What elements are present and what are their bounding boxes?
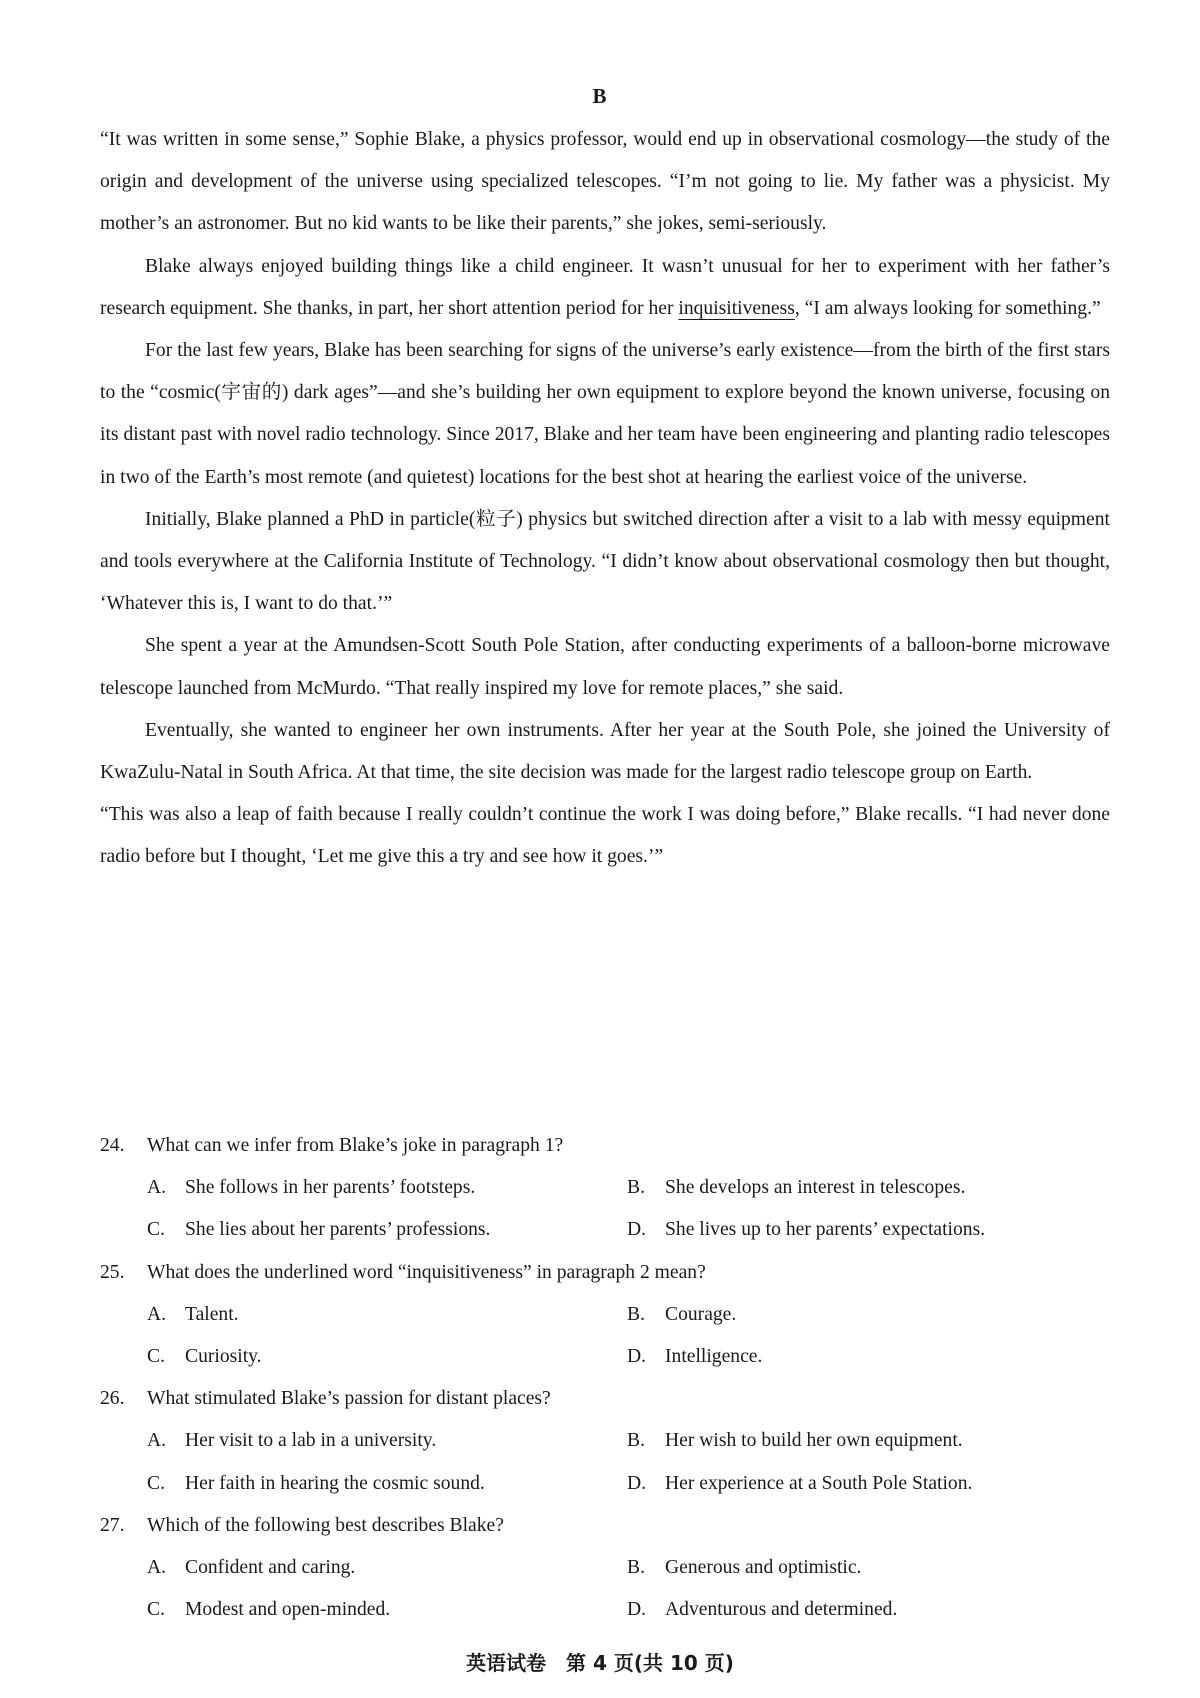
options-row	[100, 1167, 1110, 1209]
question-stem	[100, 1505, 1110, 1547]
option-text: Intelligence.	[665, 1345, 763, 1367]
option-text: She develops an interest in telescopes.	[665, 1177, 966, 1199]
options-row	[100, 1547, 1110, 1589]
option-c	[147, 1589, 627, 1631]
option-letter: D.	[627, 1472, 647, 1494]
question-list	[100, 1125, 1110, 1631]
question-number: 26.	[100, 1388, 125, 1410]
option-text: Courage.	[665, 1303, 737, 1325]
option-a	[147, 1294, 627, 1336]
option-letter: C.	[147, 1219, 165, 1241]
question-text: Which of the following best describes Blake?	[147, 1514, 504, 1536]
option-letter: D.	[627, 1219, 647, 1241]
option-text: Talent.	[185, 1303, 239, 1325]
reading-passage	[100, 119, 1110, 879]
options-row	[100, 1294, 1110, 1336]
option-a	[147, 1420, 627, 1462]
question-27	[100, 1505, 1110, 1632]
option-letter: C.	[147, 1599, 165, 1621]
option-text: Generous and optimistic.	[665, 1556, 862, 1578]
option-letter: B.	[627, 1430, 645, 1452]
option-d	[627, 1336, 1107, 1378]
option-b	[627, 1294, 1107, 1336]
paragraph-2-text-end: , “I am always looking for something.”	[794, 297, 1101, 319]
option-letter: C.	[147, 1345, 165, 1367]
option-text: Modest and open-minded.	[185, 1599, 391, 1621]
option-d	[627, 1209, 1107, 1251]
options-row	[100, 1589, 1110, 1631]
question-26	[100, 1378, 1110, 1505]
question-number: 27.	[100, 1514, 125, 1536]
paragraph-1: “It was written in some sense,” Sophie Blake, a physics professor, would end up in observational cosmology—the study of the origin and development of the universe using specialized telescopes. “I’m not going to lie. My father was a physicist. My mother’s an astronomer. But no kid wants to be like their parents,” she jokes, semi-seriously.	[100, 129, 1110, 235]
option-text: Her experience at a South Pole Station.	[665, 1472, 973, 1494]
option-text: Her visit to a lab in a university.	[185, 1430, 437, 1452]
paragraph-7: “This was also a leap of faith because I really couldn’t continue the work I was doing before,” Blake recalls. “I had never done radio before but I thought, ‘Let me give this a try and see how it goes.’”	[100, 804, 1110, 868]
option-b	[627, 1167, 1107, 1209]
paragraph-4: Initially, Blake planned a PhD in particle(粒子) physics but switched direction after a visit to a lab with messy equipment and tools everywhere at the California Institute of Technology. “I didn’t know about observational cosmology then but thought, ‘Whatever this is, I want to do that.’”	[100, 508, 1110, 615]
options-row	[100, 1209, 1110, 1251]
option-d	[627, 1463, 1107, 1505]
question-stem	[100, 1378, 1110, 1420]
option-c	[147, 1336, 627, 1378]
option-text: She lives up to her parents’ expectations.	[665, 1219, 986, 1241]
question-stem	[100, 1125, 1110, 1167]
options-row	[100, 1420, 1110, 1462]
question-number: 25.	[100, 1261, 125, 1283]
option-letter: C.	[147, 1472, 165, 1494]
paragraph-2-text-start: Blake always enjoyed building things like a child engineer. It wasn’t unusual for her to experiment with her father’s research equipment. She thanks, in part, her short attention period for her	[100, 255, 1110, 319]
question-text: What can we infer from Blake’s joke in paragraph 1?	[147, 1135, 564, 1156]
question-25	[100, 1252, 1110, 1379]
paragraph-6: Eventually, she wanted to engineer her own instruments. After her year at the South Pole, she joined the University of KwaZulu-Natal in South Africa. At that time, the site decision was made for the largest radio telescope group on Earth.	[100, 719, 1110, 784]
option-letter: A.	[147, 1177, 167, 1199]
option-letter: B.	[627, 1303, 645, 1325]
section-title: B	[592, 84, 608, 108]
page-footer: 英语试卷 第 4 页(共 10 页)	[466, 1651, 734, 1675]
paragraph-5: She spent a year at the Amundsen-Scott South Pole Station, after conducting experiments of a balloon-borne microwave telescope launched from McMurdo. “That really inspired my love for remote places,” she said.	[100, 635, 1110, 699]
option-letter: A.	[147, 1430, 167, 1452]
option-c	[147, 1209, 627, 1251]
option-letter: B.	[627, 1177, 645, 1199]
question-number: 24.	[100, 1135, 125, 1156]
underlined-word: inquisitiveness	[678, 297, 795, 319]
question-text: What stimulated Blake’s passion for distant places?	[147, 1388, 551, 1410]
question-text: What does the underlined word “inquisitiveness” in paragraph 2 mean?	[147, 1261, 706, 1283]
option-a	[147, 1547, 627, 1589]
option-text: She follows in her parents’ footsteps.	[185, 1177, 476, 1199]
paragraph-2	[100, 246, 1110, 330]
option-text: Confident and caring.	[185, 1556, 356, 1578]
question-stem	[100, 1252, 1110, 1294]
option-letter: A.	[147, 1556, 167, 1578]
question-24	[100, 1125, 1110, 1252]
option-letter: D.	[627, 1599, 647, 1621]
option-c	[147, 1463, 627, 1505]
paragraph-3: For the last few years, Blake has been searching for signs of the universe’s early existence—from the birth of the first stars to the “cosmic(宇宙的) dark ages”—and she’s building her own equipment to explore beyond the known universe, focusing on its distant past with novel radio technology. Since 2017, Blake and her team have been engineering and planting radio telescopes in two of the Earth’s most remote (and quietest) locations for the best shot at hearing the earliest voice of the universe.	[100, 340, 1110, 488]
option-text: Adventurous and determined.	[665, 1599, 898, 1621]
option-letter: B.	[627, 1556, 645, 1578]
option-text: Her wish to build her own equipment.	[665, 1430, 963, 1452]
option-b	[627, 1547, 1107, 1589]
option-letter: D.	[627, 1345, 647, 1367]
options-row	[100, 1463, 1110, 1505]
option-b	[627, 1420, 1107, 1462]
option-a	[147, 1167, 627, 1209]
options-row	[100, 1336, 1110, 1378]
option-letter: A.	[147, 1303, 167, 1325]
option-d	[627, 1589, 1107, 1631]
option-text: Curiosity.	[185, 1345, 262, 1367]
option-text: Her faith in hearing the cosmic sound.	[185, 1472, 485, 1494]
option-text: She lies about her parents’ professions.	[185, 1219, 491, 1241]
